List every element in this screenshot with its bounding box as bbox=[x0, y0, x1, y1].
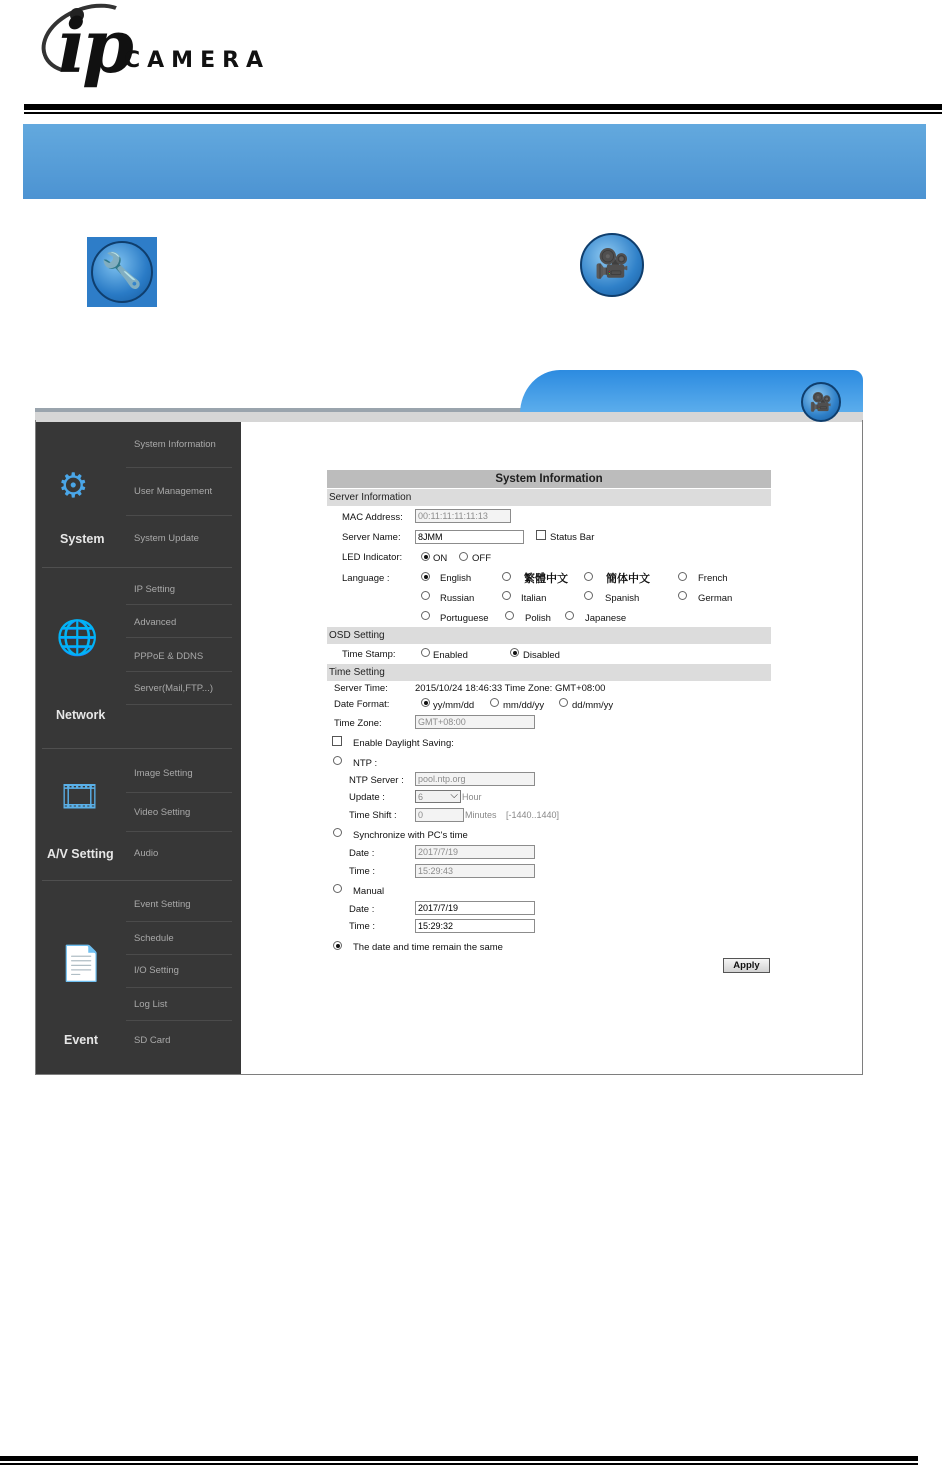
header-rule bbox=[24, 104, 942, 110]
time-shift-label: Time Shift : bbox=[349, 810, 397, 821]
language-italian-radio[interactable] bbox=[502, 591, 511, 600]
language-spanish-label: Spanish bbox=[605, 593, 640, 604]
language-japanese-radio[interactable] bbox=[565, 611, 574, 620]
documents-icon: 📄 bbox=[60, 945, 103, 983]
section-banner bbox=[23, 124, 926, 199]
date-format-yymmdd-label: yy/mm/dd bbox=[433, 700, 475, 711]
update-label: Update : bbox=[349, 792, 385, 803]
date-format-mmddyy-radio[interactable] bbox=[490, 698, 499, 707]
logo-camera-text: CAMERA bbox=[124, 48, 271, 73]
led-on-label: ON bbox=[433, 553, 448, 564]
film-camera-icon[interactable]: 🎥 bbox=[801, 382, 841, 422]
mac-address-field: 00:11:11:11:11:13 bbox=[415, 509, 511, 523]
sidebar-item-io-setting[interactable]: I/O Setting bbox=[134, 965, 179, 976]
update-hour-select[interactable] bbox=[415, 790, 461, 803]
sidebar-divider bbox=[42, 880, 232, 881]
ntp-radio[interactable] bbox=[333, 756, 342, 765]
manual-time-input[interactable]: 15:29:32 bbox=[415, 919, 535, 933]
time-stamp-enabled-radio[interactable] bbox=[421, 648, 430, 657]
language-russian-label: Russian bbox=[440, 593, 475, 604]
manual-date-input[interactable]: 2017/7/19 bbox=[415, 901, 535, 915]
section-osd-setting: OSD Setting bbox=[327, 627, 771, 644]
gears-icon: ⚙ bbox=[58, 467, 89, 505]
chevron-down-icon: ⌵ bbox=[450, 790, 458, 801]
server-name-label: Server Name: bbox=[342, 532, 401, 543]
update-hour-value: 6 bbox=[418, 792, 424, 802]
ntp-server-input[interactable]: pool.ntp.org bbox=[415, 772, 535, 786]
section-time-setting: Time Setting bbox=[327, 664, 771, 681]
apply-button[interactable]: Apply bbox=[723, 958, 770, 973]
status-bar-label: Status Bar bbox=[550, 532, 595, 543]
language-polish-label: Polish bbox=[525, 613, 551, 624]
language-traditional-chinese-label: 繁體中文 bbox=[524, 573, 568, 585]
sidebar-divider bbox=[42, 567, 232, 568]
remain-same-radio[interactable] bbox=[333, 941, 342, 950]
date-format-ddmmyy-label: dd/mm/yy bbox=[572, 700, 614, 711]
time-shift-range: [-1440..1440] bbox=[506, 810, 560, 820]
sidebar-item-video-setting[interactable]: Video Setting bbox=[134, 807, 191, 818]
led-indicator-label: LED Indicator: bbox=[342, 552, 403, 563]
sidebar-item-image-setting[interactable]: Image Setting bbox=[134, 768, 193, 779]
sidebar-category-system[interactable]: System bbox=[60, 532, 105, 546]
wrench-icon: 🔧 bbox=[87, 237, 157, 307]
sync-time-label: Time : bbox=[349, 866, 376, 877]
language-portuguese-radio[interactable] bbox=[421, 611, 430, 620]
time-zone-select[interactable]: GMT+08:00 bbox=[415, 715, 535, 729]
sidebar-item-pppoe-ddns[interactable]: PPPoE & DDNS bbox=[134, 651, 204, 662]
sync-time-input[interactable]: 15:29:43 bbox=[415, 864, 535, 878]
server-name-input[interactable]: 8JMM bbox=[415, 530, 524, 544]
language-german-radio[interactable] bbox=[678, 591, 687, 600]
language-simplified-chinese-radio[interactable] bbox=[584, 572, 593, 581]
mac-address-label: MAC Address: bbox=[342, 512, 403, 523]
sidebar-item-user-management[interactable]: User Management bbox=[134, 486, 213, 497]
daylight-saving-label: Enable Daylight Saving: bbox=[353, 738, 454, 749]
sidebar-category-network[interactable]: Network bbox=[56, 708, 106, 722]
sidebar-item-server[interactable]: Server(Mail,FTP...) bbox=[134, 683, 214, 694]
logo-ip-text: ip bbox=[58, 4, 130, 90]
language-portuguese-label: Portuguese bbox=[440, 613, 489, 624]
sync-date-label: Date : bbox=[349, 848, 375, 859]
sidebar-item-schedule[interactable]: Schedule bbox=[134, 933, 174, 944]
sidebar-item-audio[interactable]: Audio bbox=[134, 848, 159, 859]
film-speaker-icon: 🎞 bbox=[58, 778, 102, 816]
sidebar-category-event[interactable]: Event bbox=[64, 1033, 99, 1047]
led-off-radio[interactable] bbox=[459, 552, 468, 561]
language-simplified-chinese-label: 簡体中文 bbox=[606, 573, 650, 585]
sidebar-item-advanced[interactable]: Advanced bbox=[134, 617, 177, 628]
date-format-mmddyy-label: mm/dd/yy bbox=[503, 700, 545, 711]
time-shift-unit: Minutes bbox=[465, 810, 497, 820]
daylight-saving-checkbox[interactable] bbox=[332, 736, 342, 746]
language-french-radio[interactable] bbox=[678, 572, 687, 581]
sidebar-item-system-information[interactable]: System Information bbox=[134, 439, 216, 450]
ntp-label: NTP : bbox=[353, 758, 378, 769]
language-label: Language : bbox=[342, 573, 390, 584]
sidebar-category-av-setting[interactable]: A/V Setting bbox=[47, 847, 114, 861]
language-japanese-label: Japanese bbox=[585, 613, 627, 624]
manual-label: Manual bbox=[353, 886, 385, 897]
language-russian-radio[interactable] bbox=[421, 591, 430, 600]
time-zone-label: Time Zone: bbox=[334, 718, 382, 729]
globe-icon: 🌐 bbox=[56, 619, 99, 657]
sidebar bbox=[36, 422, 241, 1074]
led-off-label: OFF bbox=[472, 553, 491, 564]
sidebar-item-event-setting[interactable]: Event Setting bbox=[134, 899, 191, 910]
language-english-label: English bbox=[440, 573, 472, 584]
sync-pc-radio[interactable] bbox=[333, 828, 342, 837]
sync-date-input[interactable]: 2017/7/19 bbox=[415, 845, 535, 859]
language-traditional-chinese-radio[interactable] bbox=[502, 572, 511, 581]
manual-date-label: Date : bbox=[349, 904, 375, 915]
remain-same-label: The date and time remain the same bbox=[353, 942, 503, 953]
ntp-server-label: NTP Server : bbox=[349, 775, 404, 786]
language-italian-label: Italian bbox=[521, 593, 547, 604]
time-shift-input[interactable]: 0 bbox=[415, 808, 464, 822]
sidebar-item-sd-card[interactable]: SD Card bbox=[134, 1035, 171, 1046]
time-stamp-disabled-label: Disabled bbox=[523, 650, 560, 661]
footer-rule bbox=[0, 1456, 918, 1461]
time-stamp-label: Time Stamp: bbox=[342, 649, 396, 660]
manual-time-label: Time : bbox=[349, 921, 376, 932]
sidebar-divider bbox=[42, 748, 232, 749]
language-german-label: German bbox=[698, 593, 733, 604]
sidebar-item-log-list[interactable]: Log List bbox=[134, 999, 168, 1010]
language-spanish-radio[interactable] bbox=[584, 591, 593, 600]
server-time-value: 2015/10/24 18:46:33 Time Zone: GMT+08:00 bbox=[415, 683, 606, 694]
sync-pc-label: Synchronize with PC's time bbox=[353, 830, 468, 841]
manual-radio[interactable] bbox=[333, 884, 342, 893]
language-french-label: French bbox=[698, 573, 728, 584]
time-stamp-enabled-label: Enabled bbox=[433, 650, 468, 661]
led-on-radio[interactable] bbox=[421, 552, 430, 561]
sidebar-item-system-update[interactable]: System Update bbox=[134, 533, 199, 544]
time-stamp-disabled-radio[interactable] bbox=[510, 648, 519, 657]
language-polish-radio[interactable] bbox=[505, 611, 514, 620]
date-format-yymmdd-radio[interactable] bbox=[421, 698, 430, 707]
header-rule-thin bbox=[24, 112, 942, 114]
date-format-ddmmyy-radio[interactable] bbox=[559, 698, 568, 707]
film-camera-icon: 🎥 bbox=[575, 231, 649, 299]
date-format-label: Date Format: bbox=[334, 699, 390, 710]
footer-rule-thin bbox=[0, 1463, 918, 1465]
panel-title: System Information bbox=[327, 470, 771, 488]
language-english-radio[interactable] bbox=[421, 572, 430, 581]
server-time-label: Server Time: bbox=[334, 683, 388, 694]
section-server-information: Server Information bbox=[327, 489, 771, 506]
update-unit: Hour bbox=[462, 792, 482, 802]
sidebar-item-ip-setting[interactable]: IP Setting bbox=[134, 584, 176, 595]
status-bar-checkbox[interactable] bbox=[536, 530, 546, 540]
